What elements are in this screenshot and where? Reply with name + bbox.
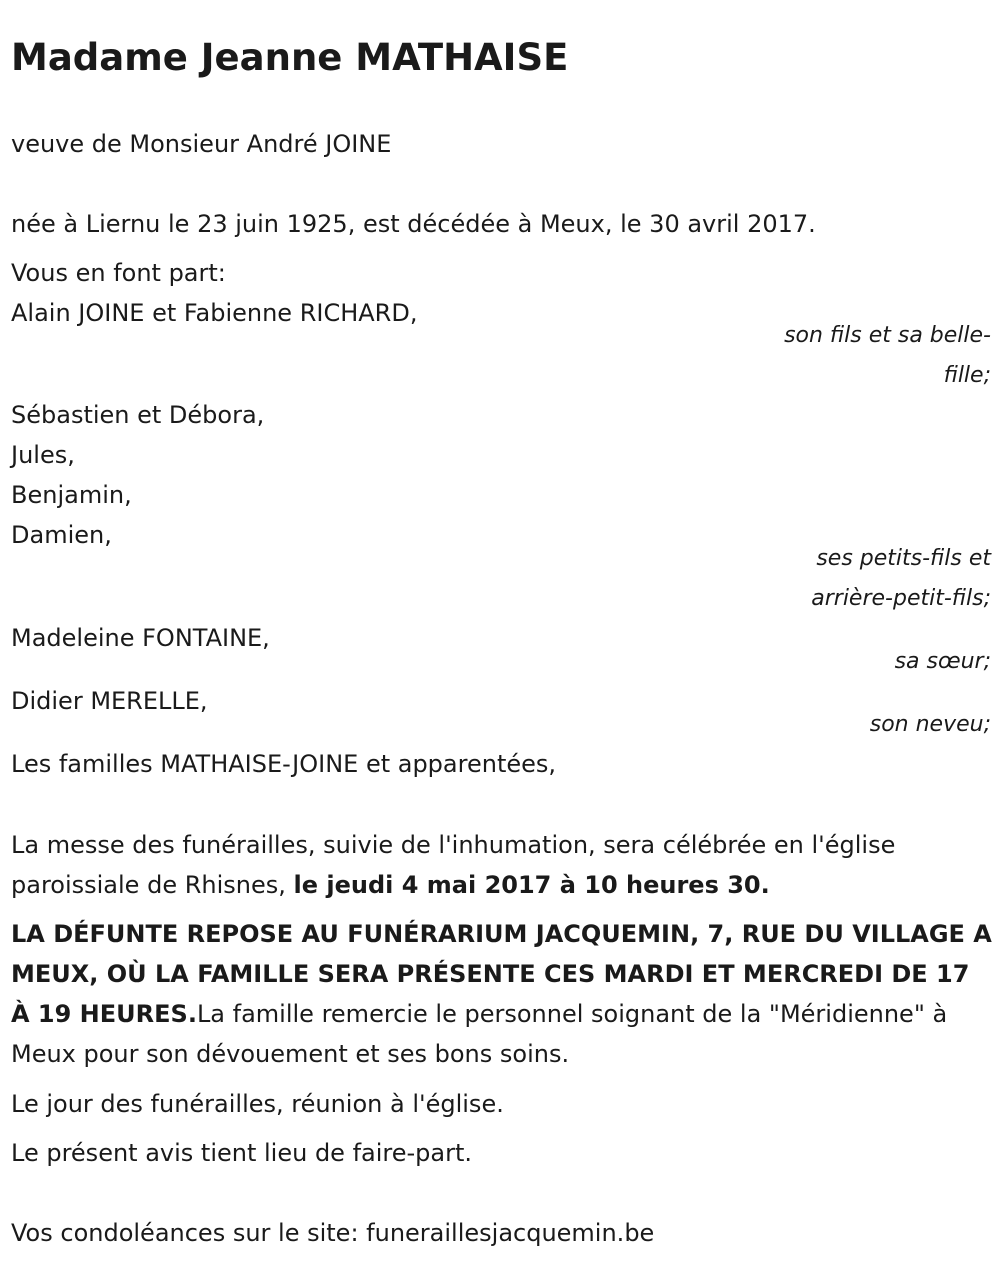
family-name-line: Benjamin, — [11, 481, 132, 509]
birth-death-line: née à Liernu le 23 juin 1925, est décédée à Meux, le 30 avril 2017. — [11, 210, 816, 238]
family-relation-line: ses petits-fils et — [816, 546, 991, 571]
funerarium-details: LA DÉFUNTE REPOSE AU FUNÉRARIUM JACQUEMIN, 7, RUE DU VILLAGE A MEUX, OÙ LA FAMILLE SERA PRÉSENTE CES MARDI ET MERCREDI DE 17 À 19 HEURES. — [11, 920, 992, 1028]
notice-line: Le présent avis tient lieu de faire-part. — [11, 1139, 473, 1167]
family-relation-line: fille; — [943, 363, 991, 388]
families-line: Les familles MATHAISE-JOINE et apparentées, — [11, 750, 557, 778]
family-name-line: Didier MERELLE, — [11, 687, 208, 715]
family-relation-line: son fils et sa belle- — [784, 323, 991, 348]
family-name-line: Damien, — [11, 521, 112, 549]
funeral-mass-paragraph — [11, 825, 996, 905]
family-name-line: Madeleine FONTAINE, — [11, 624, 270, 652]
page-title: Madame Jeanne MATHAISE — [11, 36, 569, 79]
family-name-line: Sébastien et Débora, — [11, 401, 265, 429]
announcement-intro: Vous en font part: — [11, 259, 226, 287]
condolences-line: Vos condoléances sur le site: funeraillesjacquemin.be — [11, 1219, 655, 1247]
family-name-line: Jules, — [11, 441, 75, 469]
family-relation-line: arrière-petit-fils; — [811, 586, 991, 611]
family-name-line: Alain JOINE et Fabienne RICHARD, — [11, 299, 418, 327]
funerarium-paragraph — [11, 914, 996, 1074]
funeral-mass-text: La messe des funérailles, suivie de l'inhumation, sera célébrée en l'église paroissiale de Rhisnes, — [11, 831, 896, 899]
family-relation-line: sa sœur; — [894, 649, 991, 674]
thanks-text: La famille remercie le personnel soignant de la "Méridienne" à Meux pour son dévouement et ses bons soins. — [11, 1000, 948, 1068]
meeting-line: Le jour des funérailles, réunion à l'église. — [11, 1090, 504, 1118]
family-relation-line: son neveu; — [869, 712, 991, 737]
widow-of-line: veuve de Monsieur André JOINE — [11, 130, 392, 158]
funeral-mass-date: le jeudi 4 mai 2017 à 10 heures 30. — [293, 871, 770, 899]
